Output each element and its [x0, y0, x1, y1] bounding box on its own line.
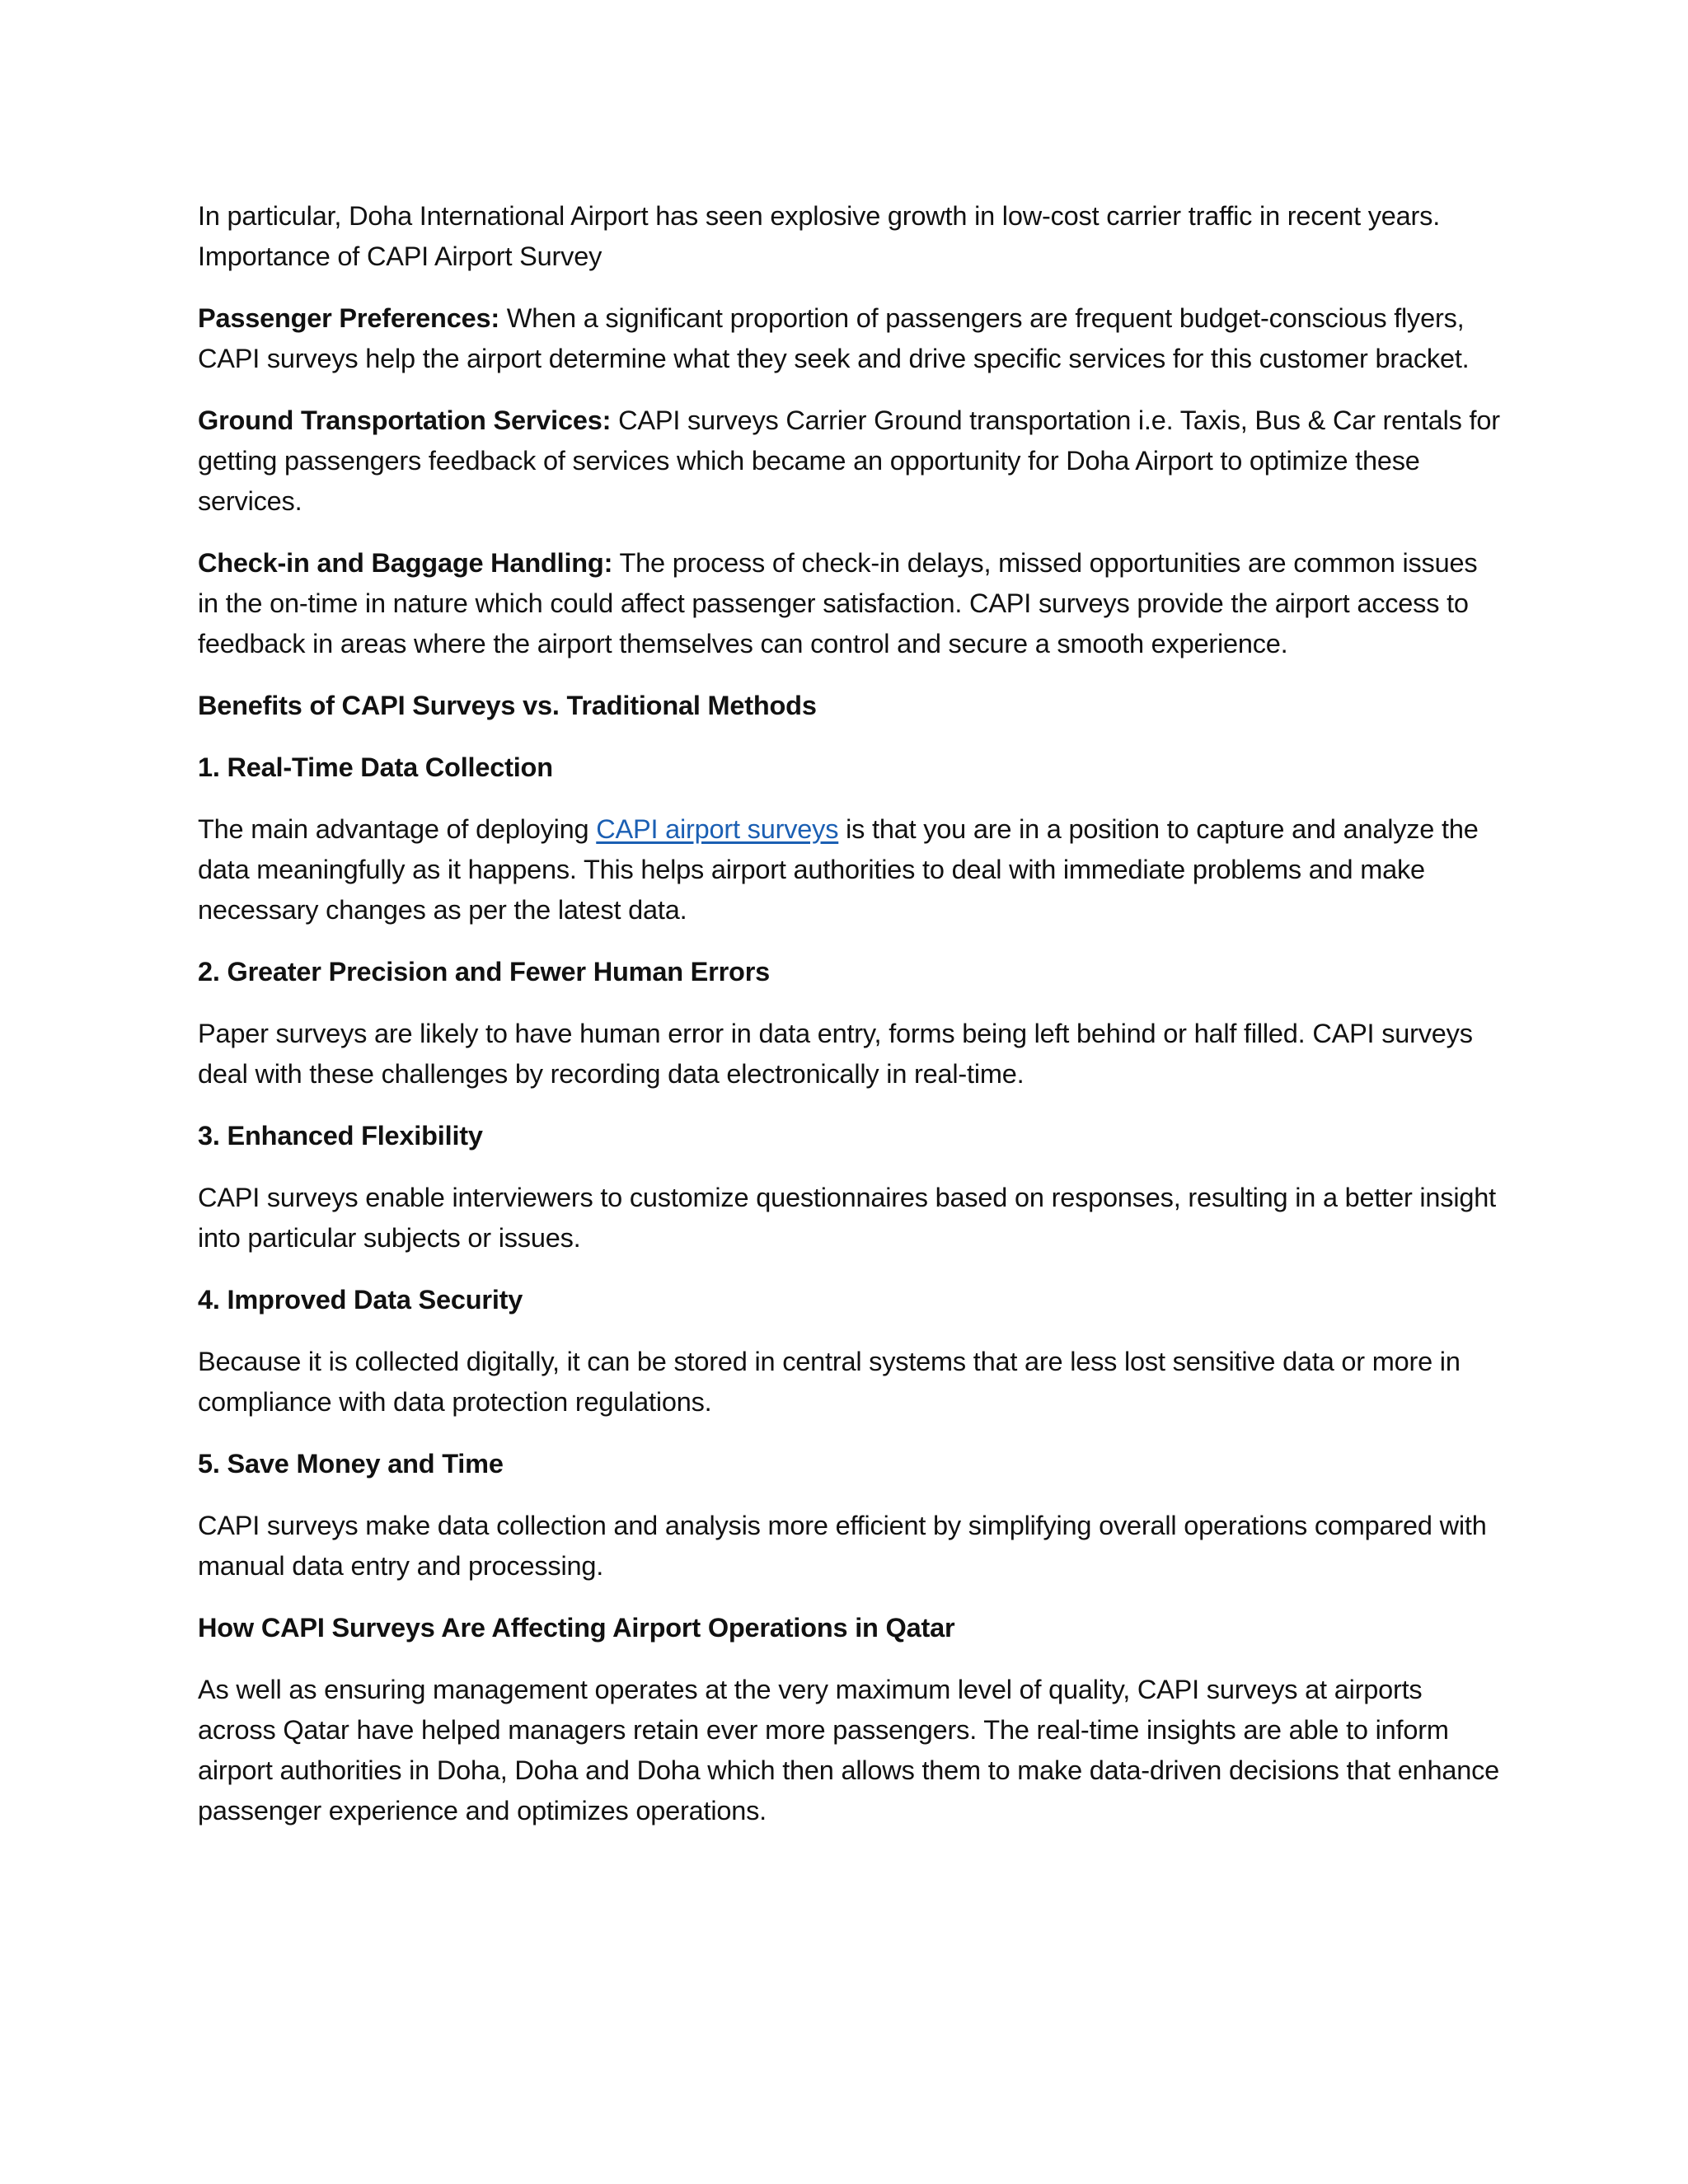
passenger-preferences-label: Passenger Preferences:	[198, 303, 499, 333]
ground-transportation-label: Ground Transportation Services:	[198, 405, 612, 435]
section1-text-before: The main advantage of deploying	[198, 814, 597, 844]
check-in-label: Check-in and Baggage Handling:	[198, 548, 613, 578]
section2-paragraph: Paper surveys are likely to have human error in data entry, forms being left behind or half filled. CAPI surveys deal with these challenges by recording data electronically in real-time.	[198, 1019, 1473, 1089]
passenger-preferences-paragraph	[198, 298, 1504, 379]
check-in-text: The process of check-in delays, missed opportunities are common issues in the on-time in nature which could affect passenger satisfaction. CAPI surveys provide the airport access to feedback in areas where the airport themselves can control and secure a smooth experience.	[198, 548, 1478, 658]
benefits-heading: Benefits of CAPI Surveys vs. Traditional Methods	[198, 691, 817, 720]
section1-paragraph	[198, 809, 1504, 930]
ground-transportation-paragraph	[198, 401, 1504, 522]
section1-text-after: is that you are in a position to capture and analyze the data meaningfully as it happens. This helps airport authorities to deal with immediate problems and make necessary changes as per the latest data.	[198, 814, 1479, 925]
section2-heading: 2. Greater Precision and Fewer Human Errors	[198, 957, 771, 987]
section4-paragraph: Because it is collected digitally, it can be stored in central systems that are less lost sensitive data or more in compliance with data protection regulations.	[198, 1347, 1461, 1417]
document-page	[198, 196, 1504, 1853]
check-in-paragraph	[198, 543, 1504, 664]
qatar-paragraph: As well as ensuring management operates at the very maximum level of quality, CAPI surveys at airports across Qatar have helped managers retain ever more passengers. The real-time insights are able to inform airport authorities in Doha, Doha and Doha which then allows them to make data-driven decisions that enhance passenger experience and optimizes operations.	[198, 1675, 1500, 1825]
section3-paragraph: CAPI surveys enable interviewers to customize questionnaires based on responses, resulting in a better insight into particular subjects or issues.	[198, 1183, 1496, 1253]
section3-heading: 3. Enhanced Flexibility	[198, 1121, 483, 1151]
capi-airport-surveys-link[interactable]: CAPI airport surveys	[596, 814, 839, 844]
intro-paragraph: In particular, Doha International Airport has seen explosive growth in low-cost carrier traffic in recent years. Importance of CAPI Airport Survey	[198, 201, 1441, 271]
qatar-heading: How CAPI Surveys Are Affecting Airport Operations in Qatar	[198, 1613, 955, 1643]
section5-heading: 5. Save Money and Time	[198, 1449, 504, 1479]
section1-heading: 1. Real-Time Data Collection	[198, 752, 553, 782]
ground-transportation-text: CAPI surveys Carrier Ground transportation i.e. Taxis, Bus & Car rentals for getting passengers feedback of services which became an opportunity for Doha Airport to optimize these services.	[198, 405, 1500, 516]
passenger-preferences-text: When a significant proportion of passengers are frequent budget-conscious flyers, CAPI surveys help the airport determine what they seek and drive specific services for this customer bracket.	[198, 303, 1470, 373]
section5-paragraph: CAPI surveys make data collection and analysis more efficient by simplifying overall operations compared with manual data entry and processing.	[198, 1511, 1487, 1581]
section4-heading: 4. Improved Data Security	[198, 1285, 523, 1315]
